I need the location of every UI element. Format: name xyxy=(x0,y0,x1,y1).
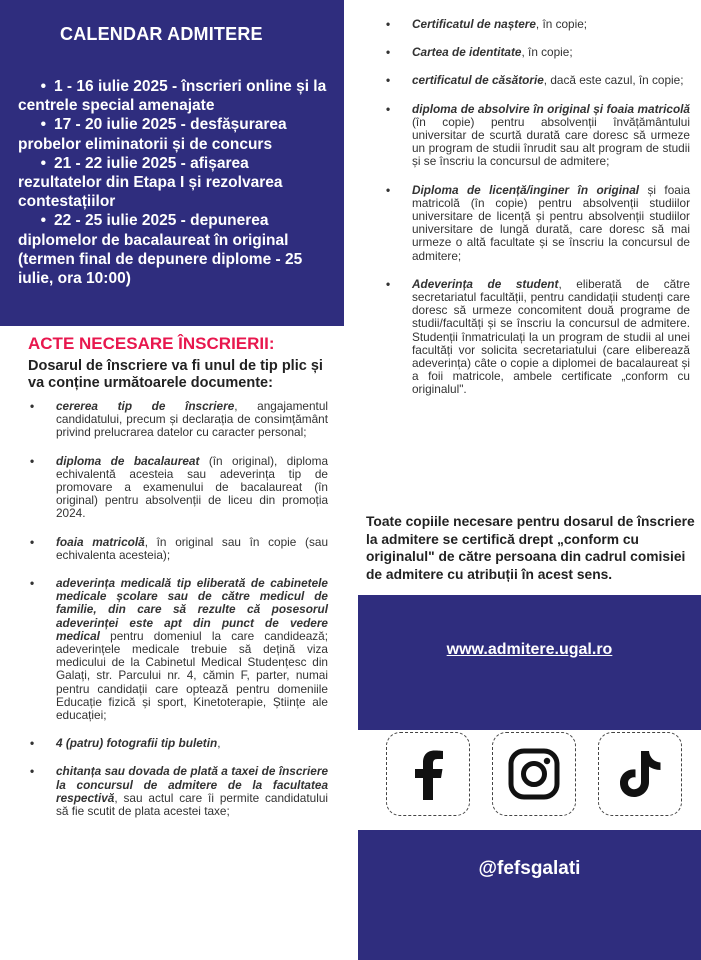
tiktok-icon xyxy=(617,749,663,799)
calendar-item: • 1 - 16 iulie 2025 - înscrieri online și la centrele special amenajate xyxy=(18,78,327,115)
facebook-icon xyxy=(408,748,448,800)
social-strip xyxy=(358,730,701,830)
calendar-item: • 17 - 20 iulie 2025 - desfășurarea probelor eliminatorii și de concurs xyxy=(18,116,287,153)
acte-section xyxy=(0,326,352,833)
doc-item: • diploma de bacalaureat (în original), diploma echivalentă acesteia sau adeverința tip de promovare a examenului de bacalaureat (în original) pentru absolvenții de liceu din promoția 2024. xyxy=(30,453,329,521)
doc-item: • Certificatul de naștere, în copie; xyxy=(386,17,588,31)
calendar-item: • 21 - 22 iulie 2025 - afișarea rezultatelor din Etapa I și rezolvarea contestațiilor xyxy=(18,154,283,211)
calendar-item: • 22 - 25 iulie 2025 - depunerea diplomelor de bacalaureat în original (termen final de depunere diplome - 25 iulie, ora 10:00) xyxy=(18,212,303,288)
tiktok-button[interactable] xyxy=(598,732,682,816)
doc-item: • certificatul de căsătorie, dacă este cazul, în copie; xyxy=(386,73,684,88)
doc-item: • chitanța sau dovada de plată a taxei de înscriere la concursul de admitere de la facultatea respectivă, sau actul care îi permite candidatului să fie scutit de plata acestei taxe; xyxy=(30,764,328,819)
doc-item: • diploma de absolvire în original și foaia matricolă (în copie) pentru absolvenții învățământului universitar de scurtă durată care doresc să urmeze un program de studii înrudit sau alt program de studii și se înscriu la concursul de admitere; xyxy=(386,101,690,169)
copies-note: Toate copiile necesare pentru dosarul de înscriere la admitere se certifică drept „conform cu originalul" de către persoana din cadrul comisiei de admitere cu atribuții în acest sens. xyxy=(366,514,695,582)
instagram-icon xyxy=(507,747,561,801)
social-handle[interactable]: @fefsgalati xyxy=(478,858,581,879)
calendar-panel xyxy=(0,0,344,326)
doc-item: • adeverința medicală tip eliberată de cabinetele medicale școlare sau de către medicul de familie, din care să rezulte că posesorul adeverinței este apt din punct de vedere medical pentru domeniul la care candidează; adeverințele medicale trebuie să dețină viza medicului de la Cabinetul Medical Studențesc din Galați, str. Parcului nr. 4, cămin F, parter, numai pentru candidații care optează pentru domeniile Educație fizică și sport, Kinetoterapie, Științe ale educației; xyxy=(30,576,328,723)
social-handle-panel xyxy=(358,830,701,960)
website-link[interactable]: www.admitere.ugal.ro xyxy=(446,641,613,658)
right-doc-section xyxy=(376,0,690,412)
doc-item: • Adeverința de student, eliberată de către secretariatul facultății, pentru candidații studenți care doresc să urmeze concomitent două programe de studii/facultăți și se înscriu la concursul de admitere. Studenții înmatriculați la un program de studii al unei facultăți vor solicita secretariatului (care eliberează adeverința) câte o copie a diplomei de bacalaureat și a foii matricole, ambele certificate „conform cu originalul". xyxy=(386,276,690,397)
doc-item: • cererea tip de înscriere, angajamentul candidatului, precum și declarația de consimțământ privind prelucrarea datelor cu caracter personal; xyxy=(30,399,329,440)
left-doc-list xyxy=(28,400,328,818)
right-doc-list xyxy=(376,0,690,397)
doc-item: • foaia matricolă, în original sau în copie (sau echivalenta acesteia); xyxy=(30,534,329,562)
instagram-button[interactable] xyxy=(492,732,576,816)
calendar-title: CALENDAR ADMITERE xyxy=(60,24,263,44)
doc-item: • 4 (patru) fotografii tip buletin, xyxy=(30,736,221,751)
calendar-list xyxy=(18,77,330,288)
doc-item: • Diploma de licență/inginer în original și foaia matricolă (în copie) pentru absolvenții studiilor universitare de licență și pentru absolvenții studiilor universitare de lungă durată, care doresc să mai urmeze o altă facultate și se înscriu la concursul de admitere; xyxy=(386,182,691,263)
doc-item: • Cartea de identitate, în copie; xyxy=(386,45,573,60)
acte-subtitle: Dosarul de înscriere va fi unul de tip plic și va conține următoarele documente: xyxy=(28,358,323,391)
acte-title: ACTE NECESARE ÎNSCRIERII: xyxy=(28,334,275,353)
facebook-button[interactable] xyxy=(386,732,470,816)
